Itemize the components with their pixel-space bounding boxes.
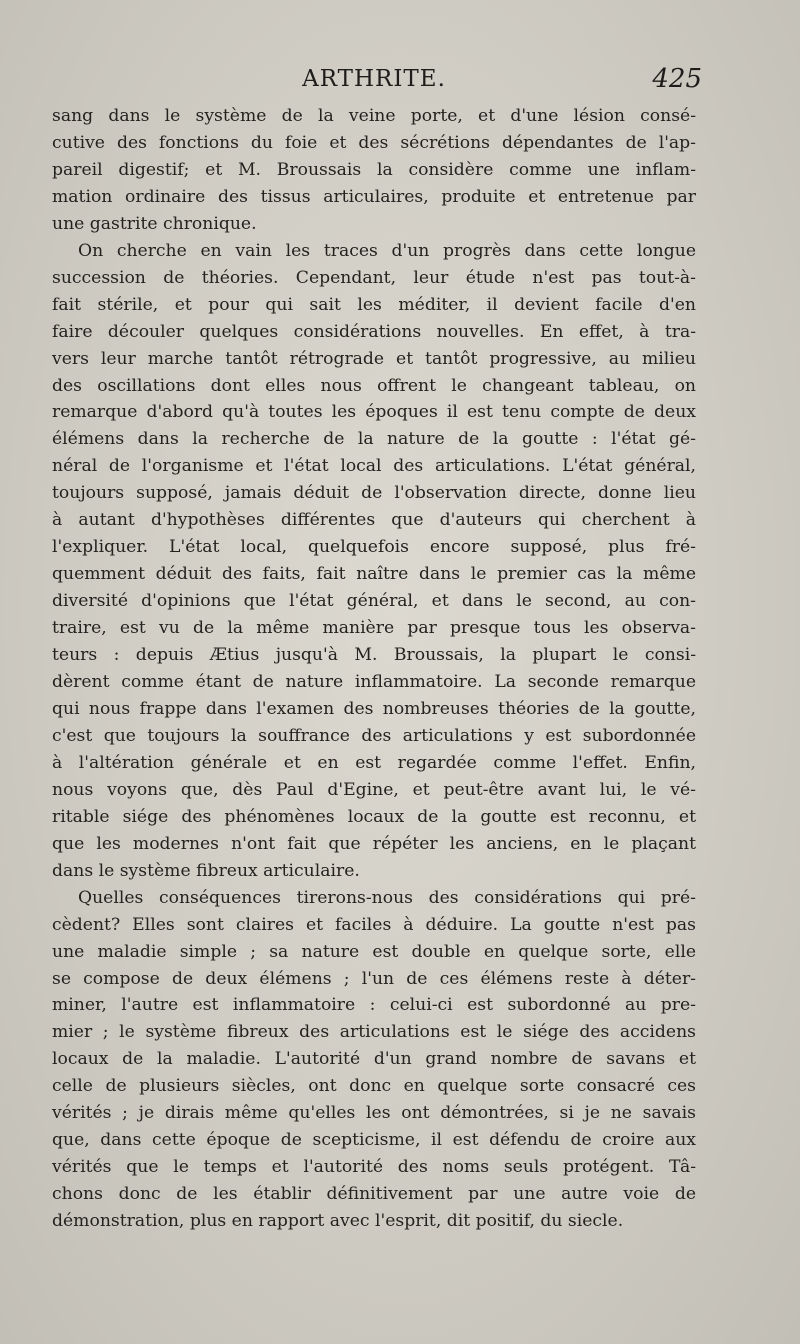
text-line: dèrent comme étant de nature inflammatoire. La seconde remarque (52, 672, 696, 693)
page-header (52, 64, 702, 106)
text-line: sang dans le système de la veine porte, et d'une lésion consé- (52, 106, 696, 126)
text-line: ritable siége des phénomènes locaux de la goutte est reconnu, et (52, 806, 696, 827)
text-line: vérités ; je dirais même qu'elles les ont démontrées, si je ne savais (52, 1103, 696, 1124)
text-line: pareil digestif; et M. Broussais la considère comme une inflam- (52, 159, 696, 180)
text-line: locaux de la maladie. L'autorité d'un grand nombre de savans et (52, 1049, 696, 1070)
text-line: démonstration, plus en rapport avec l'esprit, dit positif, du siecle. (52, 1211, 624, 1232)
running-title: ARTHRITE. (302, 66, 446, 92)
text-line: vérités que le temps et l'autorité des noms seuls protégent. Tâ- (52, 1157, 696, 1178)
paragraph (52, 885, 696, 1235)
text-line: que, dans cette époque de scepticisme, il est défendu de croire aux (52, 1130, 696, 1151)
text-line: succession de théories. Cependant, leur étude n'est pas tout-à- (52, 267, 696, 288)
text-line: vers leur marche tantôt rétrograde et tantôt progressive, au milieu (52, 348, 696, 369)
text-line: une maladie simple ; sa nature est double en quelque sorte, elle (52, 941, 696, 962)
text-line: se compose de deux élémens ; l'un de ces élémens reste à déter- (52, 968, 696, 989)
text-line: élémens dans la recherche de la nature de la goutte : l'état gé- (52, 429, 696, 450)
text-line: miner, l'autre est inflammatoire : celui-ci est subordonné au pre- (52, 995, 696, 1016)
text-line: des oscillations dont elles nous offrent le changeant tableau, on (52, 375, 696, 396)
text-line: fait stérile, et pour qui sait les méditer, il devient facile d'en (52, 294, 696, 315)
text-line: celle de plusieurs siècles, ont donc en quelque sorte consacré ces (52, 1076, 696, 1097)
text-line: qui nous frappe dans l'examen des nombreuses théories de la goutte, (52, 698, 696, 719)
text-line: que les modernes n'ont fait que répéter les anciens, en le plaçant (52, 833, 696, 854)
text-line: teurs : depuis Ætius jusqu'à M. Broussais, la plupart le consi- (52, 645, 696, 666)
text-line: diversité d'opinions que l'état général, et dans le second, au con- (52, 591, 696, 612)
paragraph (52, 238, 696, 885)
text-line: c'est que toujours la souffrance des articulations y est subordonnée (52, 725, 696, 746)
text-line: nous voyons que, dès Paul d'Egine, et peut-être avant lui, le vé- (52, 779, 696, 800)
text-line: mier ; le système fibreux des articulations est le siége des accidens (52, 1022, 696, 1043)
text-line: néral de l'organisme et l'état local des articulations. L'état général, (52, 456, 696, 477)
text-line: à autant d'hypothèses différentes que d'auteurs qui cherchent à (52, 510, 696, 531)
paragraph (52, 103, 696, 238)
text-line: cutive des fonctions du foie et des sécrétions dépendantes de l'ap- (52, 132, 696, 153)
text-line: une gastrite chronique. (52, 213, 257, 234)
text-line: à l'altération générale et en est regardée comme l'effet. Enfin, (52, 752, 696, 773)
text-line: traire, est vu de la même manière par presque tous les observa- (52, 618, 696, 639)
text-line: Quelles conséquences tirerons-nous des considérations qui pré- (78, 887, 696, 908)
text-line: quemment déduit des faits, fait naître dans le premier cas la même (52, 564, 696, 585)
text-line: cèdent? Elles sont claires et faciles à déduire. La goutte n'est pas (52, 914, 696, 935)
body-text (52, 103, 696, 1235)
text-line: l'expliquer. L'état local, quelquefois encore supposé, plus fré- (52, 537, 696, 558)
text-line: mation ordinaire des tissus articulaires, produite et entretenue par (52, 186, 696, 207)
text-line: dans le système fibreux articulaire. (52, 860, 360, 881)
text-line: remarque d'abord qu'à toutes les époques il est tenu compte de deux (52, 402, 696, 423)
page-number: 425 (652, 64, 702, 94)
text-line: On cherche en vain les traces d'un progrès dans cette longue (78, 240, 696, 261)
text-line: toujours supposé, jamais déduit de l'observation directe, donne lieu (52, 483, 696, 504)
text-line: chons donc de les établir définitivement par une autre voie de (52, 1184, 696, 1205)
text-line: faire découler quelques considérations nouvelles. En effet, à tra- (52, 321, 696, 342)
